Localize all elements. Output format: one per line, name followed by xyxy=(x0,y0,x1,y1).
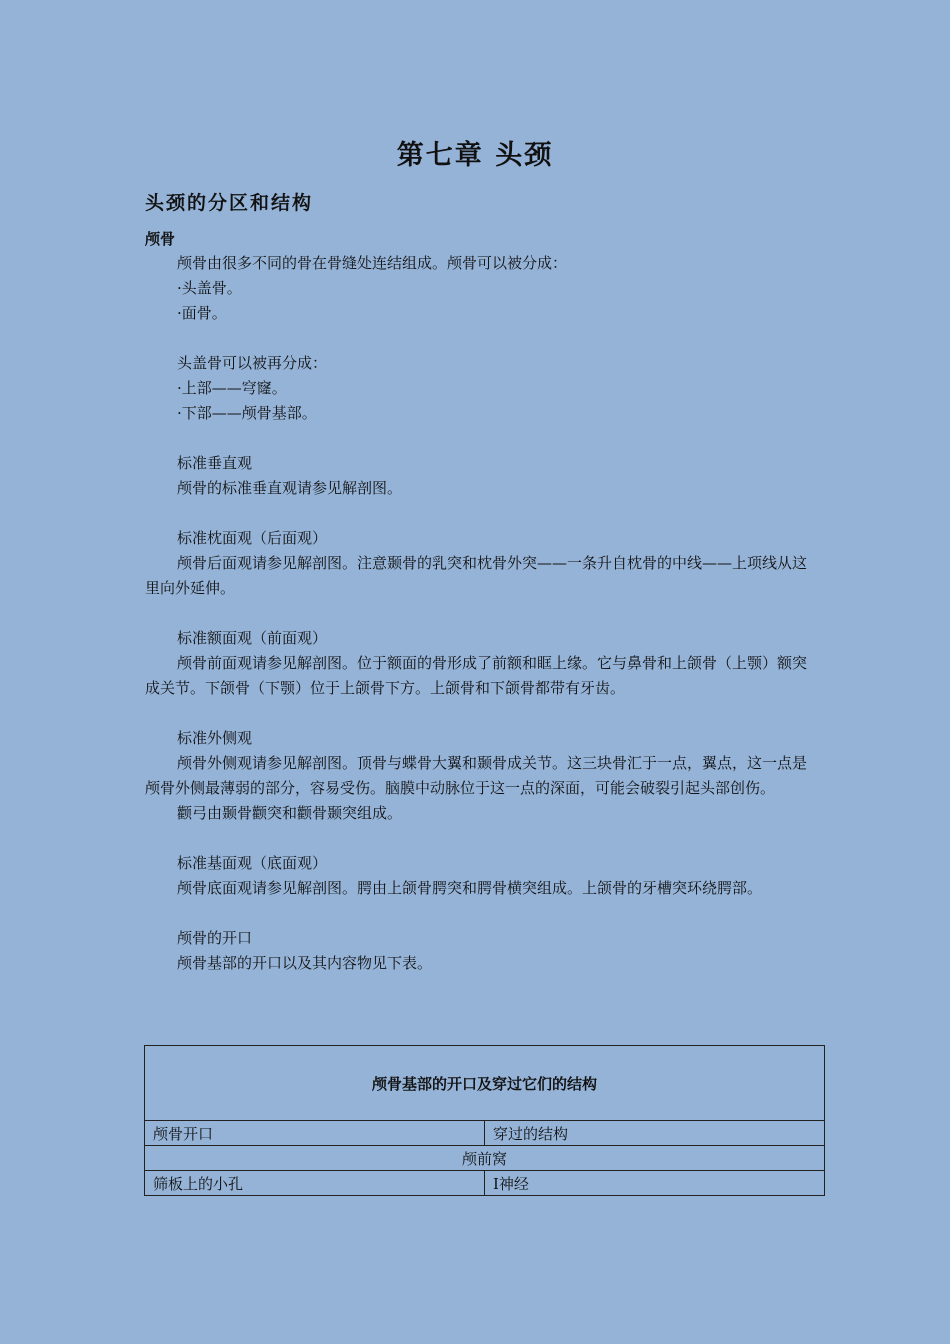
paragraph: 颧弓由颞骨颧突和颧骨颞突组成。 xyxy=(177,804,403,822)
spacer xyxy=(145,501,813,526)
table-header-row xyxy=(145,1121,825,1146)
chapter-title: 第七章 头颈 xyxy=(396,140,554,171)
openings-table-wrapper xyxy=(144,1045,825,1196)
table-cell: 筛板上的小孔 xyxy=(145,1171,485,1196)
table-header-cell: 颅骨开口 xyxy=(145,1121,485,1146)
paragraph: 颅骨底面观请参见解剖图。腭由上颌骨腭突和腭骨横突组成。上颌骨的牙槽突环绕腭部。 xyxy=(177,879,763,897)
paragraph: 颅骨基部的开口以及其内容物见下表。 xyxy=(177,954,433,972)
paragraph: 颅骨由很多不同的骨在骨缝处连结组成。颅骨可以被分成： xyxy=(177,254,568,272)
spacer xyxy=(145,901,813,926)
table-header-cell: 穿过的结构 xyxy=(485,1121,825,1146)
bullet-item: ·头盖骨。 xyxy=(177,279,242,297)
section-heading: 头颈的分区和结构 xyxy=(145,192,314,214)
view-heading: 颅骨的开口 xyxy=(177,929,253,947)
spacer xyxy=(145,326,813,351)
table-caption-row xyxy=(145,1046,825,1121)
body-text xyxy=(145,251,813,976)
paragraph: 头盖骨可以被再分成： xyxy=(177,354,328,372)
paragraph: 颅骨外侧观请参见解剖图。顶骨与蝶骨大翼和颞骨成关节。这三块骨汇于一点，翼点，这一点是颅骨外侧最薄弱的部分，容易受伤。脑膜中动脉位于这一点的深面，可能会破裂引起头部创伤。 xyxy=(145,754,808,797)
spacer xyxy=(145,701,813,726)
bullet-item: ·下部——颅骨基部。 xyxy=(177,404,317,422)
bullet-item: ·上部——穹窿。 xyxy=(177,379,287,397)
spacer xyxy=(145,601,813,626)
view-heading: 标准枕面观（后面观） xyxy=(177,529,328,547)
bullet-item: ·面骨。 xyxy=(177,304,227,322)
spacer xyxy=(145,826,813,851)
view-heading: 标准额面观（前面观） xyxy=(177,629,328,647)
table-group-row xyxy=(145,1146,825,1171)
spacer xyxy=(145,426,813,451)
view-heading: 标准垂直观 xyxy=(177,454,253,472)
table-group-cell: 颅前窝 xyxy=(145,1146,825,1171)
openings-table xyxy=(144,1045,825,1196)
view-heading: 标准外侧观 xyxy=(177,729,253,747)
view-heading: 标准基面观（底面观） xyxy=(177,854,328,872)
paragraph: 颅骨的标准垂直观请参见解剖图。 xyxy=(177,479,403,497)
sub-heading: 颅骨 xyxy=(145,230,176,248)
table-caption: 颅骨基部的开口及穿过它们的结构 xyxy=(145,1046,825,1121)
paragraph: 颅骨前面观请参见解剖图。位于额面的骨形成了前额和眶上缘。它与鼻骨和上颌骨（上颚）额突成关节。下颌骨（下颚）位于上颌骨下方。上颌骨和下颌骨都带有牙齿。 xyxy=(145,654,808,697)
paragraph: 颅骨后面观请参见解剖图。注意颞骨的乳突和枕骨外突——一条升自枕骨的中线——上项线从这里向外延伸。 xyxy=(145,554,808,597)
table-row xyxy=(145,1171,825,1196)
table-cell: Ⅰ神经 xyxy=(485,1171,825,1196)
